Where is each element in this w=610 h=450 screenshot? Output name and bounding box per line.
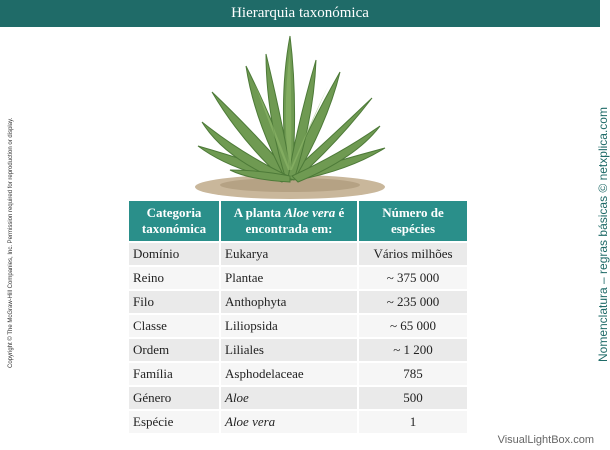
table-row [129, 385, 467, 409]
table-row [129, 265, 467, 289]
page-title: Hierarquia taxonómica [0, 0, 600, 27]
cell-category: Filo [129, 289, 221, 313]
table-row [129, 313, 467, 337]
header-count-line1: Número de [382, 205, 444, 220]
cell-species: 500 [359, 385, 467, 409]
header-species-count [359, 201, 467, 241]
table-row [129, 241, 467, 265]
header-plant-line2: encontrada em: [245, 221, 333, 236]
header-plant-suffix: é [335, 205, 345, 220]
aloe-vera-illustration [190, 30, 390, 200]
taxonomy-table [129, 201, 467, 433]
side-note: Nomenclatura – regras básicas © netxplica.com [596, 107, 610, 362]
header-plant-prefix: A planta [233, 205, 285, 220]
table-row [129, 409, 467, 433]
cell-taxon: Anthophyta [221, 289, 359, 313]
cell-species: Vários milhões [359, 241, 467, 265]
cell-species: 785 [359, 361, 467, 385]
table-header-row [129, 201, 467, 241]
cell-species: ~ 65 000 [359, 313, 467, 337]
cell-taxon: Eukarya [221, 241, 359, 265]
watermark: VisualLightBox.com [497, 434, 594, 446]
cell-species: ~ 375 000 [359, 265, 467, 289]
cell-taxon: Liliales [221, 337, 359, 361]
cell-category: Domínio [129, 241, 221, 265]
cell-species: ~ 235 000 [359, 289, 467, 313]
cell-category: Classe [129, 313, 221, 337]
cell-taxon: Plantae [221, 265, 359, 289]
cell-category: Família [129, 361, 221, 385]
cell-taxon: Asphodelaceae [221, 361, 359, 385]
cell-taxon: Liliopsida [221, 313, 359, 337]
header-category-line1: Categoria [146, 205, 202, 220]
cell-species: ~ 1 200 [359, 337, 467, 361]
table-row [129, 361, 467, 385]
cell-category: Género [129, 385, 221, 409]
cell-category: Espécie [129, 409, 221, 433]
cell-category: Ordem [129, 337, 221, 361]
header-plant [221, 201, 359, 241]
header-count-line2: espécies [390, 221, 436, 236]
table-row [129, 337, 467, 361]
header-category-line2: taxonómica [141, 221, 207, 236]
header-plant-italic: Aloe vera [284, 205, 336, 220]
cell-taxon: Aloe vera [221, 409, 359, 433]
copyright-notice: Copyright © The McGraw-Hill Companies, Inc. Permission required for reproduction or display. [8, 117, 14, 368]
cell-taxon: Aloe [221, 385, 359, 409]
cell-category: Reino [129, 265, 221, 289]
header-category [129, 201, 221, 241]
table-row [129, 289, 467, 313]
cell-species: 1 [359, 409, 467, 433]
